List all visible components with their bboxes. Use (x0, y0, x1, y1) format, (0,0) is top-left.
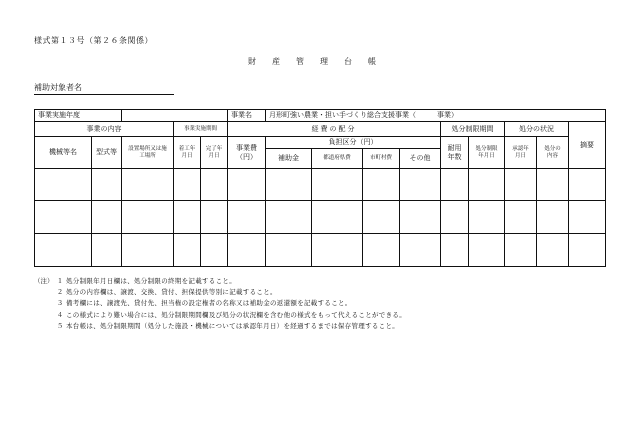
cell-project-cost[interactable] (228, 234, 266, 267)
project-name-label: 事業名 (228, 110, 266, 122)
cell-model[interactable] (92, 234, 122, 267)
header-project-cost: 事業費（円） (228, 137, 266, 169)
note-number: ５ (56, 321, 64, 330)
note-item (34, 287, 406, 298)
table-header-row-1 (35, 122, 606, 137)
header-disposal-status: 処分の状況 (505, 122, 569, 137)
cell-project-cost[interactable] (228, 201, 266, 234)
cell-machine-name[interactable] (35, 234, 92, 267)
note-item (34, 298, 406, 309)
note-item (34, 276, 406, 287)
cell-remarks[interactable] (569, 201, 606, 234)
cell-machine-name[interactable] (35, 201, 92, 234)
cell-prefecture-cost[interactable] (312, 169, 363, 201)
note-text: 処分制限年月日欄は、処分制限の終期を記載すること。 (66, 277, 236, 285)
cell-restriction-date[interactable] (469, 201, 505, 234)
note-text: この様式により難い場合には、処分制限期間欄及び処分の状況欄を含む他の様式をもって代えることができる。 (66, 310, 406, 319)
cell-end-date[interactable] (201, 234, 228, 267)
cell-model[interactable] (92, 169, 122, 201)
header-start-date: 着工年月日 (174, 137, 201, 169)
header-disposal-content: 処分の内容 (537, 137, 569, 169)
cell-location[interactable] (122, 169, 174, 201)
notes-prefix: （注） (34, 277, 54, 285)
cell-approval-date[interactable] (505, 169, 537, 201)
cell-subsidy[interactable] (266, 234, 312, 267)
note-item (34, 321, 406, 332)
header-prefecture-cost: 都道府県費 (312, 149, 363, 169)
note-number: ３ (56, 299, 64, 308)
cell-location[interactable] (122, 201, 174, 234)
table-row (35, 169, 606, 201)
table-header-row-2 (35, 137, 606, 149)
header-burden-division: 負担区分（円） (266, 137, 441, 149)
table-row (35, 234, 606, 267)
header-location: 設置場所又は施工場所 (122, 137, 174, 169)
project-year-label: 事業実施年度 (35, 110, 122, 122)
cell-other[interactable] (400, 169, 441, 201)
cell-subsidy[interactable] (266, 169, 312, 201)
cell-start-date[interactable] (174, 201, 201, 234)
project-year-value (122, 110, 228, 122)
cell-disposal-content[interactable] (537, 201, 569, 234)
header-municipal-cost: 市町村費 (363, 149, 400, 169)
header-restriction-date: 処分制限年月日 (469, 137, 505, 169)
cell-prefecture-cost[interactable] (312, 201, 363, 234)
cell-restriction-date[interactable] (469, 169, 505, 201)
header-project-content: 事業の内容 (35, 122, 174, 137)
cell-useful-life[interactable] (441, 169, 469, 201)
note-text: 処分の内容欄は、譲渡、交換、貸付、担保提供等別に記載すること。 (66, 288, 277, 297)
header-approval-date: 承認年月日 (505, 137, 537, 169)
cell-end-date[interactable] (201, 169, 228, 201)
cell-other[interactable] (400, 234, 441, 267)
property-ledger-table (34, 109, 606, 267)
table-row (35, 201, 606, 234)
cell-other[interactable] (400, 201, 441, 234)
cell-useful-life[interactable] (441, 201, 469, 234)
cell-disposal-content[interactable] (537, 169, 569, 201)
note-number: ２ (56, 288, 64, 297)
cell-disposal-content[interactable] (537, 234, 569, 267)
cell-municipal-cost[interactable] (363, 201, 400, 234)
cell-model[interactable] (92, 201, 122, 234)
note-text: 本台帳は、処分制限期間（処分した施設・機械については承認年月日）を経過するまでは保存管理すること。 (66, 321, 400, 330)
header-machine-name: 機械等名 (35, 137, 92, 169)
note-item (34, 310, 406, 321)
header-cost-allocation: 経費の配分 (228, 122, 441, 137)
cell-approval-date[interactable] (505, 234, 537, 267)
cell-start-date[interactable] (174, 169, 201, 201)
cell-restriction-date[interactable] (469, 234, 505, 267)
cell-machine-name[interactable] (35, 169, 92, 201)
cell-prefecture-cost[interactable] (312, 234, 363, 267)
cell-project-cost[interactable] (228, 169, 266, 201)
cell-end-date[interactable] (201, 201, 228, 234)
cell-start-date[interactable] (174, 234, 201, 267)
form-number: 様式第１３号（第２６条関係） (34, 36, 153, 45)
cell-location[interactable] (122, 234, 174, 267)
page-title: 財 産 管 理 台 帳 (248, 57, 376, 66)
header-other: その他 (400, 149, 441, 169)
header-remarks: 摘要 (569, 122, 606, 169)
header-useful-life: 耐用年数 (441, 137, 469, 169)
cell-approval-date[interactable] (505, 201, 537, 234)
header-model: 型式等 (92, 137, 122, 169)
notes-section (34, 276, 406, 332)
cell-municipal-cost[interactable] (363, 169, 400, 201)
note-number: １ (56, 277, 64, 285)
note-number: ４ (56, 310, 64, 319)
cell-municipal-cost[interactable] (363, 234, 400, 267)
header-project-period: 事業実施期間 (174, 122, 228, 137)
table-row-project (35, 110, 606, 122)
note-text: 備考欄には、譲渡先、貸付先、担当権の設定権者の名称又は補助金の返還額を記載すること。 (66, 299, 352, 308)
header-subsidy: 補助金 (266, 149, 312, 169)
header-restriction-period: 処分制限期間 (441, 122, 505, 137)
cell-subsidy[interactable] (266, 201, 312, 234)
cell-useful-life[interactable] (441, 234, 469, 267)
project-name-value: 月形町強い農業・担い手づくり総合支援事業（ 事業） (266, 110, 606, 122)
header-end-date: 完了年月日 (201, 137, 228, 169)
cell-remarks[interactable] (569, 169, 606, 201)
recipient-name-label: 補助対象者名 (34, 82, 174, 95)
cell-remarks[interactable] (569, 234, 606, 267)
